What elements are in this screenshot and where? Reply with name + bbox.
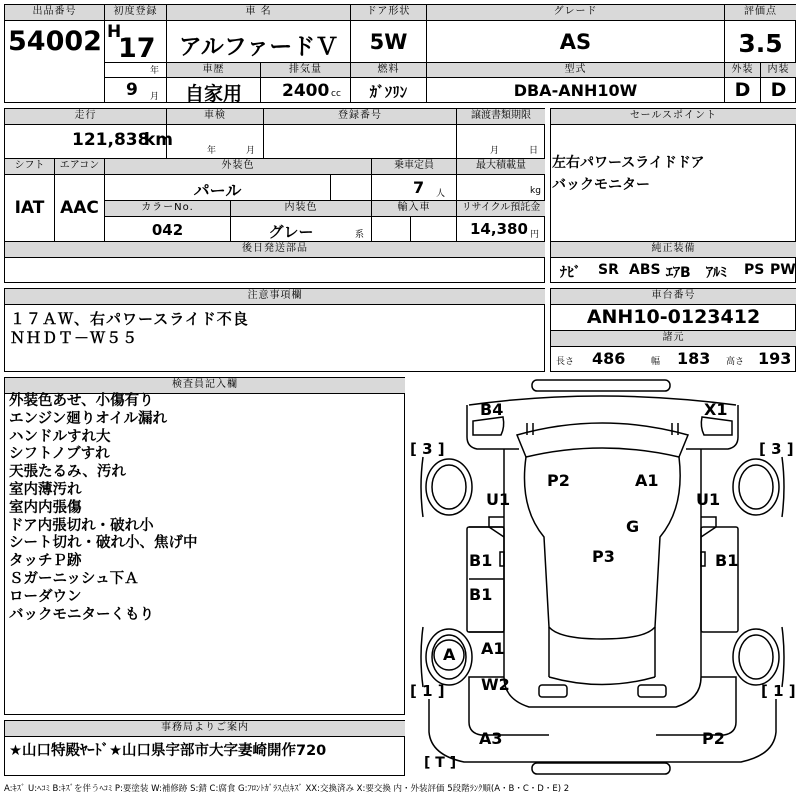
color-header: 外装色 <box>105 159 371 174</box>
mark-p3: P3 <box>592 547 615 566</box>
length: 486 <box>592 349 626 368</box>
displacement: 2400 <box>282 81 330 101</box>
equip-header: 純正装備 <box>551 242 796 257</box>
mark-a1-top: A1 <box>635 471 659 490</box>
inspection-header: 車検 <box>167 109 263 124</box>
fuel-header: 燃料 <box>351 63 426 77</box>
door-header: ドア形状 <box>351 5 426 20</box>
displacement-header: 排気量 <box>261 63 350 77</box>
reg-no-header: 登録番号 <box>264 109 456 124</box>
mark-a1-rear: A1 <box>481 639 505 658</box>
inspector-line: バックモニターくもり <box>9 606 154 623</box>
equip-item: ABS <box>629 262 661 278</box>
displacement-unit: cc <box>331 89 341 99</box>
height-label: 高さ <box>726 357 745 367</box>
sales-header: セールスポイント <box>551 109 796 124</box>
interior-unit: 系 <box>355 230 365 240</box>
score-header: 評価点 <box>725 5 796 20</box>
lot-header: 出品番号 <box>5 5 104 20</box>
legend: A:ｷｽﾞ U:ﾍｺﾐ B:ｷｽﾞを伴うﾍｺﾐ P:要塗装 W:補修跡 S:錆 C:腐食 G:ﾌﾛﾝﾄｶﾞﾗｽ点ｷｽﾞ XX:交換済み X:要交換 内・外装評価 5段階ﾗﾝｸ順(A・B・C・D・E) 2 <box>4 784 570 794</box>
equip-item: PS <box>744 262 765 278</box>
interior: グレー <box>268 223 314 241</box>
name-header: 車 名 <box>167 5 350 20</box>
first-reg-header: 初度登録 <box>105 5 166 20</box>
sales-line: 左右パワースライドドア <box>552 155 705 171</box>
mark-bracket-3-left: [ 3 ] <box>410 440 445 458</box>
mark-b1-left-rear: B1 <box>469 585 493 604</box>
mark-b1-right: B1 <box>715 551 739 570</box>
inspector-line: シート切れ・破れ小、焦げ中 <box>9 535 198 552</box>
mark-a3: A3 <box>479 729 503 748</box>
mark-u1-left: U1 <box>486 490 511 509</box>
spec-header: 諸元 <box>551 331 796 346</box>
inspector-line: ハンドルすれ大 <box>9 428 111 445</box>
sales-line: バックモニター <box>552 177 650 193</box>
capacity: 7 <box>413 178 425 197</box>
transfer-day: 日 <box>529 146 539 156</box>
mileage-header: 走行 <box>5 109 166 124</box>
mark-bracket-t: [ T ] <box>424 755 457 771</box>
equip-item: ｱﾙﾐ <box>706 265 727 281</box>
model-header: 型式 <box>427 63 724 77</box>
ac: AAC <box>60 198 99 218</box>
interior-header: 内装色 <box>231 201 371 216</box>
mark-b4: B4 <box>480 400 504 419</box>
ext-header: 外装 <box>725 63 760 77</box>
mark-g: G <box>626 517 640 536</box>
shift-header: シフト <box>5 159 54 174</box>
recycle: 14,380 <box>470 220 528 238</box>
mark-p2-rear: P2 <box>702 729 725 748</box>
inspector-line: Ｓガーニッシュ下Ａ <box>9 570 139 587</box>
inspector-line: 室内内張傷 <box>9 499 82 516</box>
width: 183 <box>677 349 711 368</box>
equip-item: PW <box>770 262 796 278</box>
capacity-header: 乗車定員 <box>372 159 456 174</box>
width-label: 幅 <box>651 357 661 367</box>
ext-score: D <box>734 79 751 101</box>
shift: IAT <box>14 198 45 218</box>
month-unit: 月 <box>150 92 160 102</box>
month: 9 <box>126 80 138 100</box>
car-outline <box>409 377 796 777</box>
inspector-lines <box>9 393 198 624</box>
colorno: 042 <box>151 221 184 239</box>
length-label: 長さ <box>556 357 575 367</box>
inspector-line: 天張たるみ、汚れ <box>9 464 126 481</box>
int-score: D <box>770 79 787 101</box>
color: パール <box>193 181 242 200</box>
year-unit: 年 <box>150 66 160 76</box>
inspector-header: 検査員記入欄 <box>5 378 405 393</box>
inspector-line: エンジン廻りオイル漏れ <box>9 410 168 427</box>
mark-b1-left: B1 <box>469 551 493 570</box>
year: 17 <box>118 33 156 64</box>
mark-bracket-1-left: [ 1 ] <box>410 682 445 700</box>
int-header: 内装 <box>761 63 796 77</box>
inspection-year: 年 <box>207 146 217 156</box>
history: 自家用 <box>184 83 242 105</box>
mark-x1: X1 <box>704 400 728 419</box>
transfer-header: 譲渡書類期限 <box>457 109 545 124</box>
inspector-line: タッチＰ跡 <box>9 553 82 570</box>
transfer-month: 月 <box>490 146 500 156</box>
model: DBA-ANH10W <box>513 81 638 100</box>
recycle-unit: 円 <box>530 230 540 240</box>
car-diagram <box>409 377 796 777</box>
recycle-header: リサイクル預託金 <box>457 201 545 216</box>
loadcap-unit: kg <box>530 186 541 196</box>
score: 3.5 <box>738 29 783 58</box>
mileage-unit: km <box>144 130 174 150</box>
later-header: 後日発送部品 <box>5 242 545 257</box>
caution-line: １７ＡＷ、右パワースライド不良 <box>10 310 249 328</box>
mark-bracket-3-right: [ 3 ] <box>759 440 794 458</box>
door: 5W <box>369 30 408 54</box>
inspector-line: ローダウン <box>9 588 82 605</box>
inspection-month: 月 <box>246 146 256 156</box>
era: H <box>107 22 122 42</box>
mark-a-circle: A <box>443 645 456 664</box>
office-text: ★山口特殿ﾔｰﾄﾞ★山口県宇部市大字妻崎開作720 <box>9 743 327 759</box>
grade: AS <box>559 30 592 54</box>
mileage: 121,838 <box>72 130 150 150</box>
chassis-number: ANH10-0123412 <box>586 306 761 328</box>
ac-header: エアコン <box>55 159 104 174</box>
fuel: ｶﾞｿﾘﾝ <box>369 83 408 101</box>
office-header: 事務局よりご案内 <box>5 721 405 736</box>
car-name: アルファードＶ <box>178 34 339 60</box>
history-header: 車歴 <box>167 63 260 77</box>
import-header: 輸入車 <box>372 201 456 216</box>
inspector-line: 室内薄汚れ <box>9 481 82 498</box>
inspector-line: 外装色あせ、小傷有り <box>9 393 154 409</box>
mark-u1-right: U1 <box>696 490 721 509</box>
height: 193 <box>758 349 792 368</box>
caution-header: 注意事項欄 <box>5 289 545 304</box>
mark-w2: W2 <box>481 675 510 694</box>
colorno-header: カラーNo. <box>105 201 230 216</box>
equip-item: ﾅﾋﾞ <box>560 265 581 281</box>
mark-bracket-1-right: [ 1 ] <box>761 682 796 700</box>
equip-item: SR <box>598 262 619 278</box>
lot-number: 54002 <box>8 26 102 57</box>
mark-p2: P2 <box>547 471 570 490</box>
inspector-line: ドア内張切れ・破れ小 <box>9 517 154 534</box>
equip-item: ｴｱB <box>666 265 691 281</box>
inspector-line: シフトノブすれ <box>9 446 110 463</box>
capacity-unit: 人 <box>436 189 446 199</box>
grade-header: グレード <box>427 5 724 20</box>
loadcap-header: 最大積載量 <box>457 159 545 174</box>
caution-line: ＮＨＤＴ－Ｗ５５ <box>10 329 139 347</box>
chassis-header: 車台番号 <box>551 289 796 304</box>
